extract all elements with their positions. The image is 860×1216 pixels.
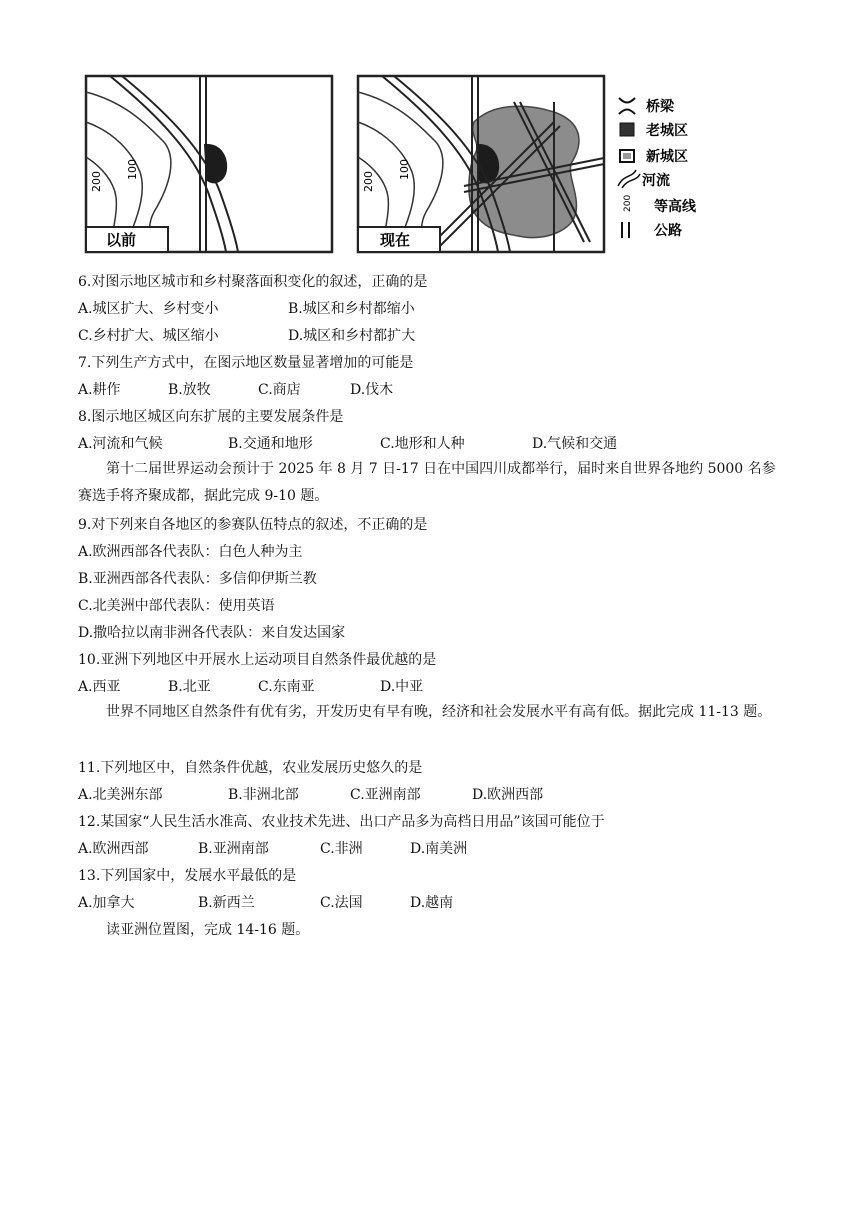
river-icon xyxy=(618,170,640,188)
settlement-map-figure xyxy=(84,62,724,256)
contour-icon: 200 xyxy=(623,194,633,212)
question-10-options xyxy=(78,677,423,697)
option-10d: D.中亚 xyxy=(380,679,424,695)
option-6a: A.城区扩大、乡村变小 xyxy=(78,301,219,317)
option-7d: D.伐木 xyxy=(350,382,394,398)
option-6b: B.城区和乡村都缩小 xyxy=(288,301,415,317)
question-10-stem: 10.亚洲下列地区中开展水上运动项目自然条件最优越的是 xyxy=(78,652,437,668)
option-7a: A.耕作 xyxy=(78,382,121,398)
road-icon xyxy=(622,222,629,238)
option-7c: C.商店 xyxy=(258,382,301,398)
option-11c: C.亚洲南部 xyxy=(350,787,421,803)
option-6d: D.城区和乡村都扩大 xyxy=(288,328,416,344)
option-13c: C.法国 xyxy=(320,895,363,911)
map-legend xyxy=(618,98,697,239)
option-12d: D.南美洲 xyxy=(410,841,468,857)
option-6c: C.乡村扩大、城区缩小 xyxy=(78,328,219,344)
bridge-icon xyxy=(619,98,635,114)
legend-contour-label: 等高线 xyxy=(654,199,696,215)
option-13d: D.越南 xyxy=(410,895,454,911)
question-11-stem: 11.下列地区中，自然条件优越，农业发展历史悠久的是 xyxy=(78,760,423,776)
legend-new-city-label: 新城区 xyxy=(646,149,688,165)
question-6-options-row1 xyxy=(78,299,415,319)
intro-9-10: 第十二届世界运动会预计于 2025 年 8 月 7 日-17 日在中国四川成都举行，届时来自世界各地约 5000 名参赛选手将齐聚成都，据此完成 9-10 题。 xyxy=(78,461,776,504)
question-11-options xyxy=(78,785,543,805)
option-10b: B.北亚 xyxy=(168,679,211,695)
option-12b: B.亚洲南部 xyxy=(198,841,269,857)
contour-label-200: 200 xyxy=(90,171,103,192)
question-6-stem: 6.对图示地区城市和乡村聚落面积变化的叙述，正确的是 xyxy=(78,274,428,290)
question-7-stem: 7.下列生产方式中，在图示地区数量显著增加的可能是 xyxy=(78,355,414,371)
before-label: 以前 xyxy=(106,231,137,249)
legend-old-city-label: 老城区 xyxy=(646,123,688,139)
contour-label-100: 100 xyxy=(126,159,139,180)
question-8-stem: 8.图示地区城区向东扩展的主要发展条件是 xyxy=(78,409,344,425)
map-now-panel xyxy=(358,76,604,252)
question-13-options xyxy=(78,893,453,913)
option-12c: C.非洲 xyxy=(320,841,363,857)
option-7b: B.放牧 xyxy=(168,382,211,398)
option-8a: A.河流和气候 xyxy=(78,436,163,452)
map-before-panel xyxy=(86,76,332,252)
question-12-options xyxy=(78,839,467,859)
option-11a: A.北美洲东部 xyxy=(78,787,163,803)
option-13b: B.新西兰 xyxy=(198,895,255,911)
option-11d: D.欧洲西部 xyxy=(472,787,544,803)
question-9-stem: 9.对下列来自各地区的参赛队伍特点的叙述，不正确的是 xyxy=(78,517,428,533)
question-12-stem: 12.某国家“人民生活水准高、农业技术先进、出口产品多为高档日用品”该国可能位于 xyxy=(78,814,605,830)
now-label: 现在 xyxy=(380,231,411,249)
option-9b: B.亚洲西部各代表队：多信仰伊斯兰教 xyxy=(78,571,317,587)
question-7-options xyxy=(78,380,393,400)
option-8b: B.交通和地形 xyxy=(228,436,313,452)
question-6-options-row2 xyxy=(78,326,415,346)
intro-14-16: 读亚洲位置图，完成 14-16 题。 xyxy=(106,922,310,938)
question-8-options xyxy=(78,434,617,454)
option-8d: D.气候和交通 xyxy=(532,436,618,452)
option-13a: A.加拿大 xyxy=(78,895,135,911)
intro-11-13: 世界不同地区自然条件有优有劣，开发历史有早有晚，经济和社会发展水平有高有低。据此完成 11-13 题。 xyxy=(106,704,772,720)
old-city-swatch-icon xyxy=(620,123,634,136)
option-9d: D.撒哈拉以南非洲各代表队：来自发达国家 xyxy=(78,625,346,641)
question-13-stem: 13.下列国家中，发展水平最低的是 xyxy=(78,868,297,884)
option-10c: C.东南亚 xyxy=(258,679,315,695)
option-9c: C.北美洲中部代表队：使用英语 xyxy=(78,598,275,614)
legend-river-label: 河流 xyxy=(642,173,670,189)
legend-bridge-label: 桥梁 xyxy=(646,99,674,115)
option-9a: A.欧洲西部各代表队：白色人种为主 xyxy=(78,544,303,560)
option-10a: A.西亚 xyxy=(78,679,121,695)
option-8c: C.地形和人种 xyxy=(380,436,465,452)
option-11b: B.非洲北部 xyxy=(228,787,299,803)
contour-label-200-now: 200 xyxy=(362,171,375,192)
legend-road-label: 公路 xyxy=(654,223,682,239)
option-12a: A.欧洲西部 xyxy=(78,841,149,857)
contour-label-100-now: 100 xyxy=(398,159,411,180)
